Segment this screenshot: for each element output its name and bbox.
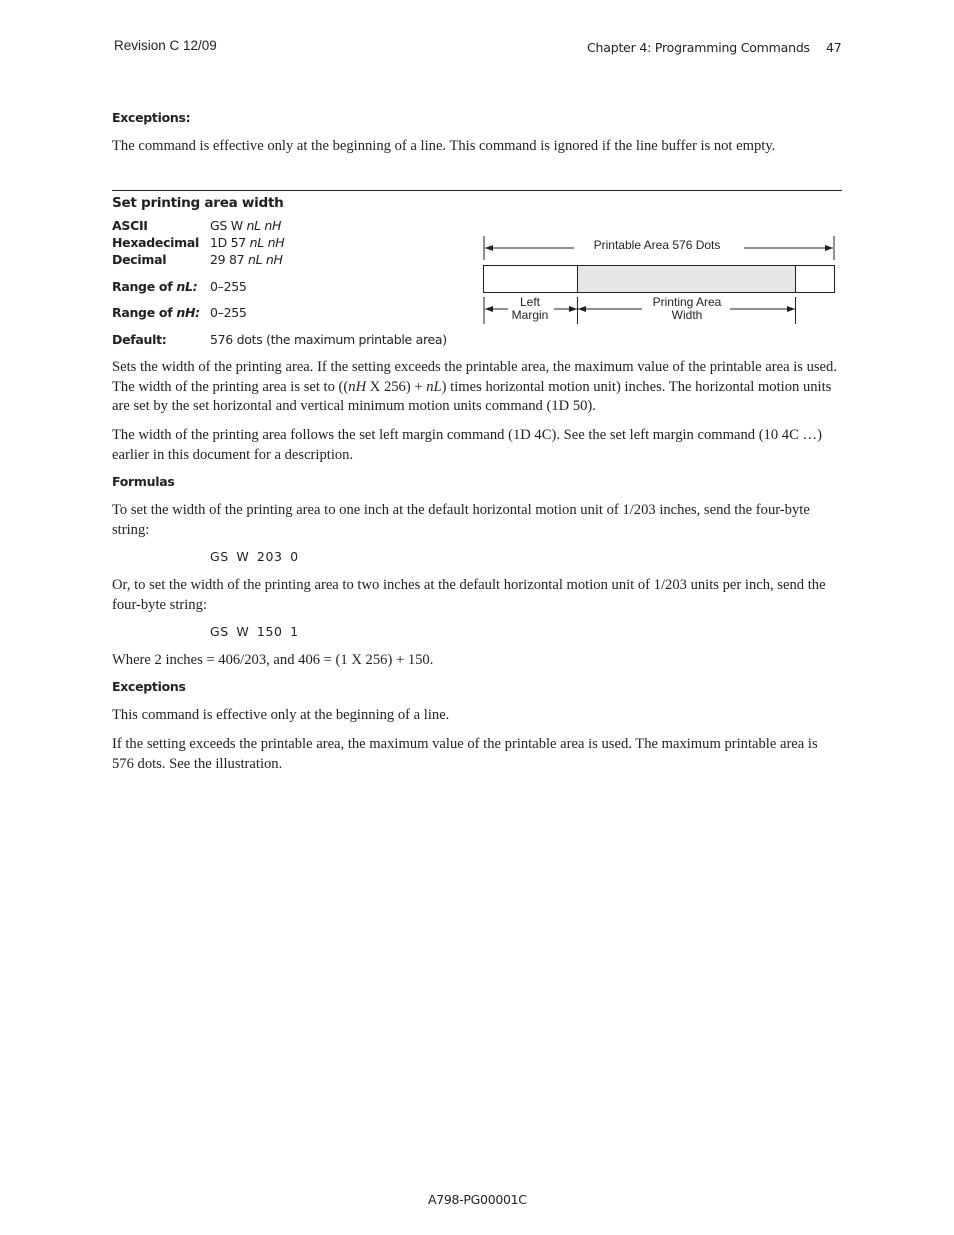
formulas-heading: Formulas	[112, 474, 175, 489]
section-divider	[112, 190, 842, 191]
footer-doc-id: A798-PG00001C	[428, 1192, 527, 1207]
hex-label: Hexadecimal	[112, 235, 200, 250]
decimal-value: 29 87 nL nH	[210, 252, 283, 267]
prev-exceptions-label: Exceptions:	[112, 110, 191, 125]
code-example-one-inch: GS W 203 0	[210, 549, 299, 564]
printing-area-diagram	[482, 232, 838, 327]
decimal-label: Decimal	[112, 252, 167, 267]
range-nh-value: 0–255	[210, 305, 247, 320]
printing-area-fill	[578, 266, 796, 293]
paragraph-calculation: Where 2 inches = 406/203, and 406 = (1 X 256) + 150.	[112, 652, 434, 668]
paragraph-left-margin: The width of the printing area follows the set left margin command (1D 4C). See the set left margin command (10 4C …) earlier in this document for a description.	[112, 427, 822, 463]
paragraph-two-inches: Or, to set the width of the printing area to two inches at the default horizontal motion unit of 1/203 units per inch, send the four-byte string:	[112, 577, 826, 613]
left-margin-label: Left Margin	[511, 295, 549, 322]
header-revision: Revision C 12/09	[114, 38, 217, 53]
header-page-number: 47	[826, 40, 842, 55]
printable-area-label: Printable Area 576 Dots	[593, 238, 721, 252]
section-title: Set printing area width	[112, 195, 284, 211]
code-example-two-inches: GS W 150 1	[210, 624, 299, 639]
hex-value: 1D 57 nL nH	[210, 235, 285, 250]
paragraph-description: Sets the width of the printing area. If the setting exceeds the printable area, the maximum value of the printable area is used. The width of the printing area is set to ((nH X 256) + nL) times horizontal motion unit) inches. The horizontal motion units are set by the set horizontal and vertical minimum motion units command (1D 50).	[112, 359, 837, 414]
exceptions-heading: Exceptions	[112, 679, 186, 694]
ascii-label: ASCII	[112, 218, 148, 233]
paragraph-one-inch: To set the width of the printing area to one inch at the default horizontal motion unit of 1/203 inches, send the four-byte string:	[112, 502, 810, 538]
header-chapter: Chapter 4: Programming Commands	[587, 40, 810, 55]
range-nl-label: Range of nL:	[112, 279, 198, 294]
paragraph-exception-1: This command is effective only at the beginning of a line.	[112, 707, 450, 723]
range-nh-label: Range of nH:	[112, 305, 200, 320]
range-nl-value: 0–255	[210, 279, 247, 294]
default-value: 576 dots (the maximum printable area)	[210, 332, 447, 347]
default-label: Default:	[112, 332, 167, 347]
ascii-value: GS W nL nH	[210, 218, 282, 233]
prev-exceptions-text: The command is effective only at the beginning of a line. This command is ignored if the line buffer is not empty.	[112, 138, 776, 154]
printing-area-width-label: Printing Area Width	[652, 295, 722, 322]
paragraph-exception-2: If the setting exceeds the printable area, the maximum value of the printable area is used. The maximum printable area is 576 dots. See the illustration.	[112, 736, 818, 772]
